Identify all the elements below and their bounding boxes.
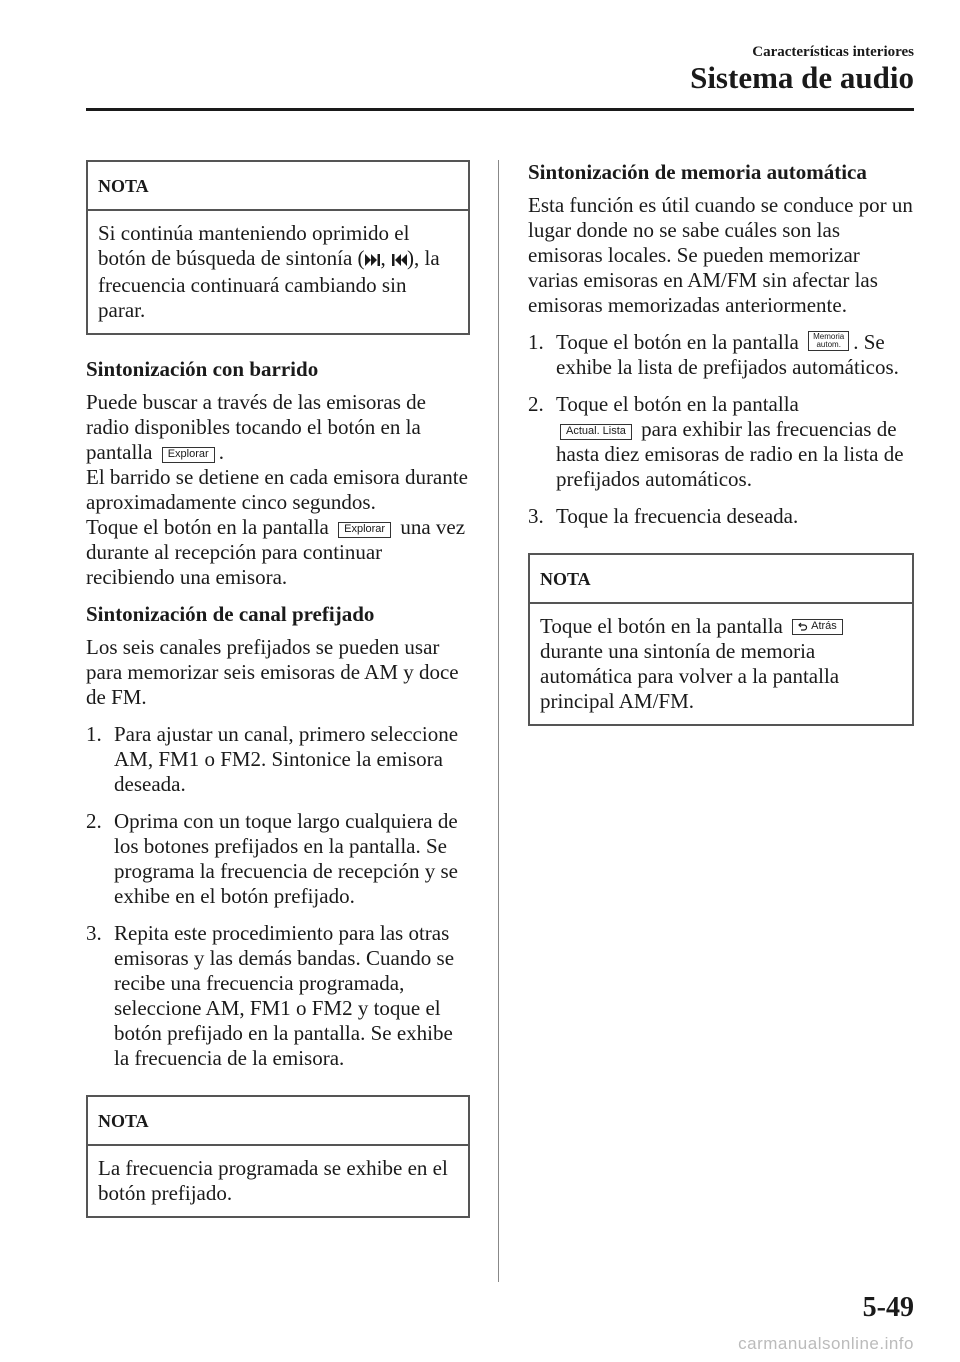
back-arrow-icon [798, 621, 808, 631]
step-number: 2. [86, 808, 102, 833]
button-label: Memoria [813, 332, 845, 341]
preset-steps [86, 722, 470, 1071]
step-text: Repita este procedimiento para las otras emisoras y las demás bandas. Cuando se recibe una frecuencia programada, seleccione AM, FM1 o FM2 y toque el botón prefijado en la pantalla. Se exhibe la frecuencia de la emisora. [114, 920, 455, 1070]
column-divider [498, 160, 499, 1282]
auto-steps [528, 330, 914, 529]
step-text: Toque el botón en la pantalla [556, 392, 799, 416]
note-body [88, 211, 468, 333]
text: Puede buscar a través de las emisoras de radio disponibles tocando el botón en la pantalla [86, 389, 426, 464]
note-box-preset [86, 1095, 470, 1218]
explorar-button: Explorar [338, 522, 391, 538]
text: Toque el botón en la pantalla [86, 514, 329, 539]
note-text: , [380, 246, 386, 270]
header-rule [86, 108, 914, 111]
seek-up-icon [365, 248, 381, 273]
note-body: La frecuencia programada se exhibe en el botón prefijado. [98, 1155, 448, 1205]
list-item [86, 809, 470, 909]
text: El barrido se detiene en cada emisora durante aproximadamente cinco segundos. [86, 464, 468, 514]
step-text: Toque el botón en la pantalla [556, 330, 799, 354]
watermark: carmanualsonline.info [738, 1334, 914, 1353]
button-label: autom. [816, 340, 841, 349]
step-text: para exhibir las frecuencias de hasta diez emisoras de radio en la lista de prefijados automáticos. [556, 417, 904, 491]
list-item [86, 921, 470, 1071]
note-title: NOTA [88, 162, 468, 211]
atras-button [792, 619, 843, 635]
note-title: NOTA [530, 555, 912, 604]
paragraph: Esta función es útil cuando se conduce por un lugar donde no se sabe cuáles son las emisoras locales. Se pueden memorizar varias emisoras en AM/FM sin afectar las emisoras memorizadas anteriormente. [528, 193, 913, 317]
step-number: 3. [528, 504, 544, 528]
list-item [528, 392, 914, 492]
list-item [86, 722, 470, 797]
page-title: Sistema de audio [690, 60, 914, 95]
step-text: . Se exhibe la lista de prefijados automáticos. [556, 330, 899, 379]
step-text: Oprima con un toque largo cualquiera de los botones prefijados en la pantalla. Se programa la frecuencia de recepción y se exhibe en el botón prefijado. [114, 808, 458, 908]
explorar-button: Explorar [162, 447, 215, 463]
page-number: 5-49 [862, 1292, 914, 1323]
note-text: Si continúa manteniendo oprimido el botón de búsqueda de sintonía ( [98, 221, 410, 270]
section-label: Características interiores [752, 44, 914, 60]
heading-auto-memory: Sintonización de memoria automática [528, 160, 867, 184]
note-body [530, 604, 912, 724]
step-number: 2. [528, 392, 544, 416]
seek-down-icon [391, 248, 407, 273]
step-text: Toque la frecuencia deseada. [556, 504, 799, 528]
list-item [528, 330, 914, 380]
step-number: 1. [86, 721, 102, 746]
left-column [86, 160, 470, 1240]
note-title: NOTA [88, 1097, 468, 1146]
right-column [528, 160, 914, 748]
step-number: 1. [528, 330, 544, 354]
actual-lista-button: Actual. Lista [560, 424, 632, 440]
note-text: ), la frecuencia continuará cambiando sin parar. [98, 246, 440, 322]
paragraph: Los seis canales prefijados se pueden usar para memorizar seis emisoras de AM y doce de FM. [86, 634, 459, 709]
text: una vez durante al recepción para continuar recibiendo una emisora. [86, 514, 466, 589]
heading-preset: Sintonización de canal prefijado [86, 601, 375, 626]
note-text: Toque el botón en la pantalla [540, 614, 783, 638]
note-box-seek [86, 160, 470, 335]
note-text: durante una sintonía de memoria automática para volver a la pantalla principal AM/FM. [540, 639, 840, 713]
heading-scan: Sintonización con barrido [86, 356, 319, 381]
list-item [528, 504, 914, 529]
memoria-autom-button [808, 331, 849, 351]
text: . [218, 439, 224, 464]
note-box-back [528, 553, 914, 726]
paragraph [86, 390, 470, 590]
button-label: Atrás [811, 619, 837, 632]
step-text: Para ajustar un canal, primero seleccione AM, FM1 o FM2. Sintonice la emisora deseada. [114, 721, 459, 796]
step-number: 3. [86, 920, 102, 945]
